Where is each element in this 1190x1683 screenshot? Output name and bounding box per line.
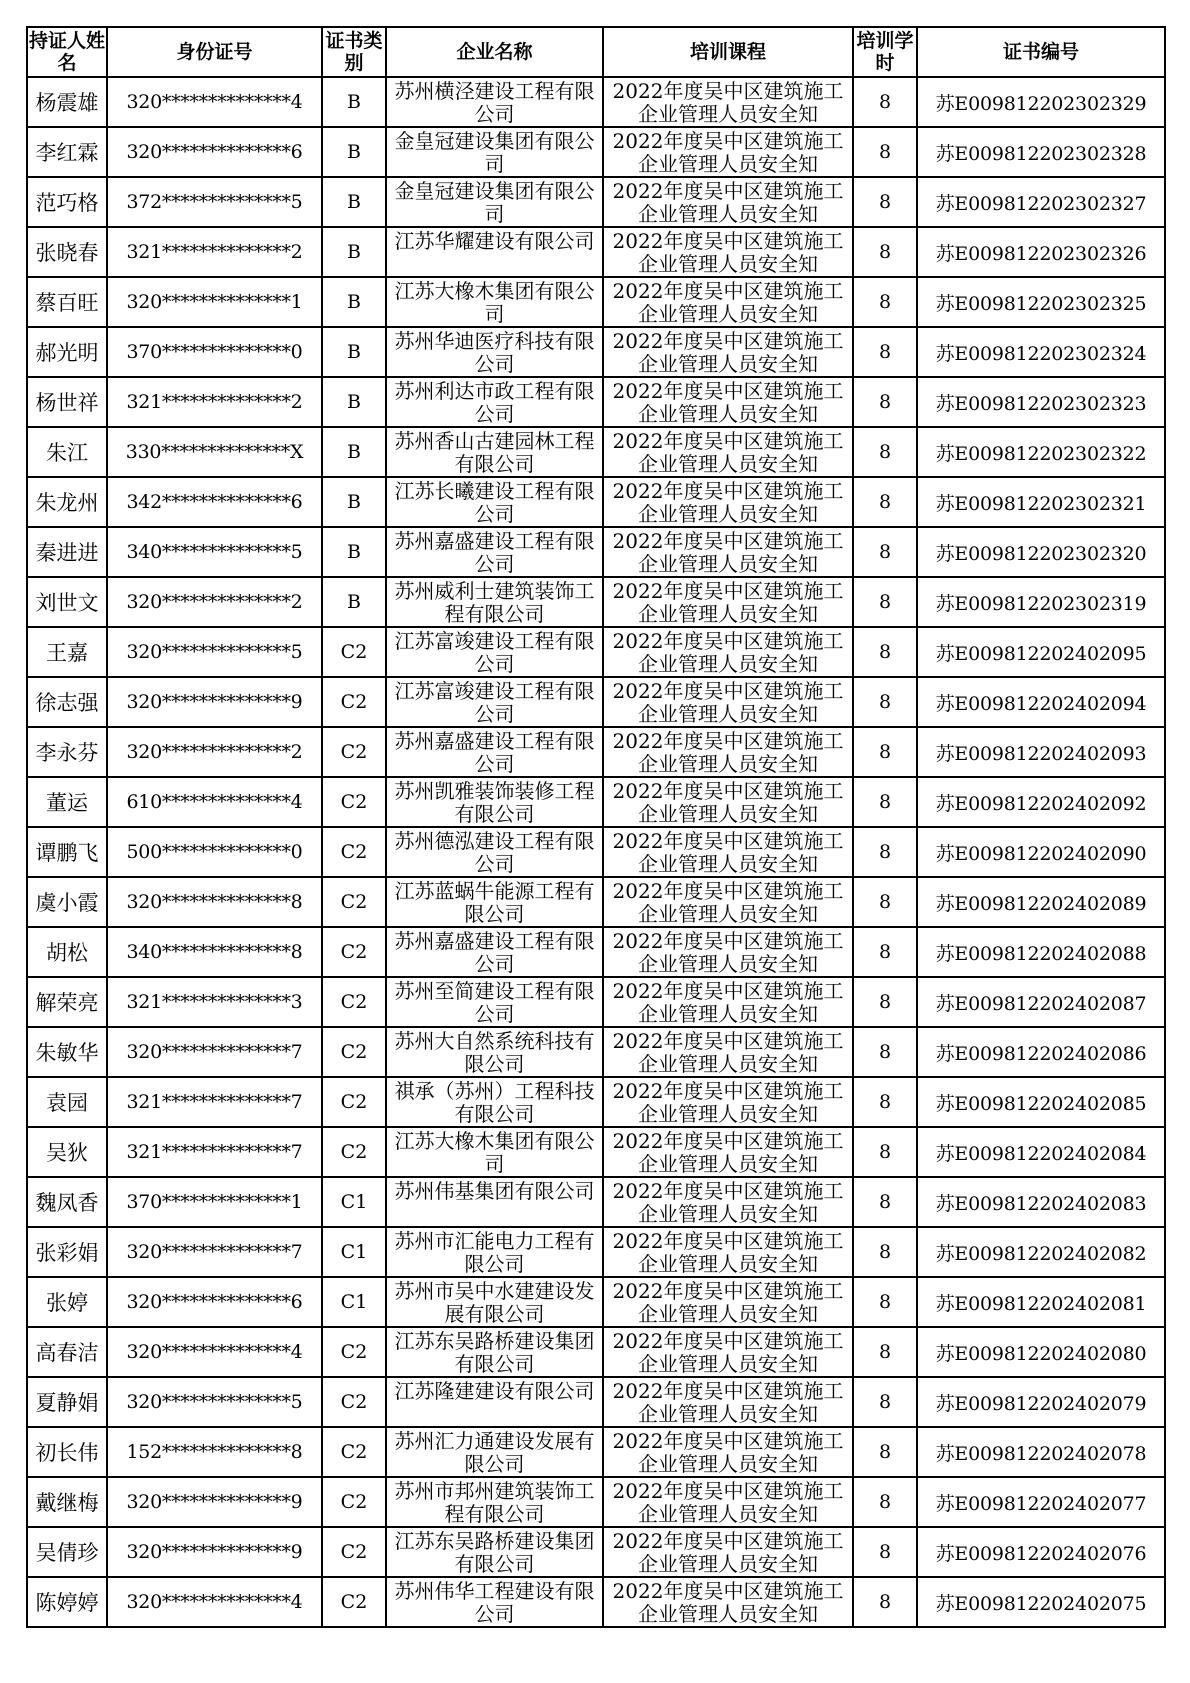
id-number-cell: 320**************7 [107,1227,322,1277]
cert-number-cell: 苏E009812202402093 [917,727,1165,777]
holder-name-cell: 袁园 [27,1077,107,1127]
cert-type-cell: B [322,477,386,527]
cert-number-cell: 苏E009812202302326 [917,227,1165,277]
hours-cell: 8 [853,427,917,477]
table-row [27,477,1165,527]
course-cell: 2022年度吴中区建筑施工企业管理人员安全知 [603,827,853,877]
company-cell: 江苏大橡木集团有限公司 [386,277,603,327]
id-number-cell: 321**************7 [107,1127,322,1177]
id-number-cell: 321**************2 [107,377,322,427]
course-cell: 2022年度吴中区建筑施工企业管理人员安全知 [603,677,853,727]
table-row [27,127,1165,177]
course-cell: 2022年度吴中区建筑施工企业管理人员安全知 [603,1577,853,1627]
cert-type-cell: C2 [322,1427,386,1477]
id-number-cell: 370**************0 [107,327,322,377]
id-number-cell: 320**************9 [107,677,322,727]
table-row [27,977,1165,1027]
hours-cell: 8 [853,727,917,777]
cert-type-cell: B [322,127,386,177]
table-row [27,427,1165,477]
holder-name-cell: 徐志强 [27,677,107,727]
cert-number-cell: 苏E009812202402094 [917,677,1165,727]
header-cert-number: 证书编号 [917,27,1165,77]
hours-cell: 8 [853,327,917,377]
cert-type-cell: B [322,77,386,127]
cert-number-cell: 苏E009812202402083 [917,1177,1165,1227]
table-row [27,177,1165,227]
header-cert-type: 证书类别 [322,27,386,77]
company-cell: 江苏富竣建设工程有限公司 [386,627,603,677]
holder-name-cell: 朱敏华 [27,1027,107,1077]
table-row [27,1377,1165,1427]
id-number-cell: 330**************X [107,427,322,477]
id-number-cell: 320**************2 [107,577,322,627]
company-cell: 江苏东吴路桥建设集团有限公司 [386,1527,603,1577]
company-cell: 江苏东吴路桥建设集团有限公司 [386,1327,603,1377]
table-row [27,727,1165,777]
hours-cell: 8 [853,177,917,227]
cert-number-cell: 苏E009812202402077 [917,1477,1165,1527]
course-cell: 2022年度吴中区建筑施工企业管理人员安全知 [603,77,853,127]
header-course: 培训课程 [603,27,853,77]
course-cell: 2022年度吴中区建筑施工企业管理人员安全知 [603,1077,853,1127]
id-number-cell: 321**************3 [107,977,322,1027]
cert-type-cell: B [322,227,386,277]
holder-name-cell: 秦进进 [27,527,107,577]
id-number-cell: 320**************4 [107,1327,322,1377]
table-row [27,327,1165,377]
id-number-cell: 320**************1 [107,277,322,327]
cert-number-cell: 苏E009812202302325 [917,277,1165,327]
holder-name-cell: 吴狄 [27,1127,107,1177]
id-number-cell: 340**************8 [107,927,322,977]
hours-cell: 8 [853,877,917,927]
id-number-cell: 320**************7 [107,1027,322,1077]
company-cell: 苏州横泾建设工程有限公司 [386,77,603,127]
company-cell: 苏州汇力通建设发展有限公司 [386,1427,603,1477]
table-row [27,527,1165,577]
table-row [27,277,1165,327]
course-cell: 2022年度吴中区建筑施工企业管理人员安全知 [603,977,853,1027]
company-cell: 祺承（苏州）工程科技有限公司 [386,1077,603,1127]
holder-name-cell: 初长伟 [27,1427,107,1477]
hours-cell: 8 [853,1527,917,1577]
cert-type-cell: B [322,527,386,577]
table-row [27,377,1165,427]
table-row [27,827,1165,877]
holder-name-cell: 杨世祥 [27,377,107,427]
course-cell: 2022年度吴中区建筑施工企业管理人员安全知 [603,627,853,677]
hours-cell: 8 [853,777,917,827]
cert-type-cell: C2 [322,977,386,1027]
company-cell: 江苏大橡木集团有限公司 [386,1127,603,1177]
course-cell: 2022年度吴中区建筑施工企业管理人员安全知 [603,777,853,827]
cert-number-cell: 苏E009812202402082 [917,1227,1165,1277]
table-row [27,1077,1165,1127]
hours-cell: 8 [853,1227,917,1277]
cert-number-cell: 苏E009812202402090 [917,827,1165,877]
table-row [27,1577,1165,1627]
cert-number-cell: 苏E009812202402085 [917,1077,1165,1127]
company-cell: 金皇冠建设集团有限公司 [386,177,603,227]
cert-type-cell: C2 [322,1477,386,1527]
holder-name-cell: 杨震雄 [27,77,107,127]
cert-type-cell: C2 [322,727,386,777]
cert-number-cell: 苏E009812202302323 [917,377,1165,427]
table-row [27,1327,1165,1377]
cert-number-cell: 苏E009812202402086 [917,1027,1165,1077]
holder-name-cell: 张彩娟 [27,1227,107,1277]
hours-cell: 8 [853,1077,917,1127]
cert-type-cell: C2 [322,1327,386,1377]
id-number-cell: 320**************4 [107,1577,322,1627]
holder-name-cell: 张晓春 [27,227,107,277]
company-cell: 苏州威利士建筑装饰工程有限公司 [386,577,603,627]
id-number-cell: 320**************9 [107,1527,322,1577]
cert-number-cell: 苏E009812202402089 [917,877,1165,927]
course-cell: 2022年度吴中区建筑施工企业管理人员安全知 [603,477,853,527]
hours-cell: 8 [853,127,917,177]
company-cell: 江苏长曦建设工程有限公司 [386,477,603,527]
holder-name-cell: 魏凤香 [27,1177,107,1227]
holder-name-cell: 戴继梅 [27,1477,107,1527]
header-hours: 培训学时 [853,27,917,77]
cert-number-cell: 苏E009812202302324 [917,327,1165,377]
cert-type-cell: B [322,377,386,427]
table-body [27,77,1165,1627]
holder-name-cell: 朱龙州 [27,477,107,527]
cert-type-cell: B [322,427,386,477]
holder-name-cell: 夏静娟 [27,1377,107,1427]
company-cell: 苏州市邦州建筑装饰工程有限公司 [386,1477,603,1527]
company-cell: 苏州利达市政工程有限公司 [386,377,603,427]
table-row [27,227,1165,277]
table-header [27,27,1165,77]
course-cell: 2022年度吴中区建筑施工企业管理人员安全知 [603,1477,853,1527]
company-cell: 苏州市汇能电力工程有限公司 [386,1227,603,1277]
course-cell: 2022年度吴中区建筑施工企业管理人员安全知 [603,927,853,977]
course-cell: 2022年度吴中区建筑施工企业管理人员安全知 [603,1227,853,1277]
course-cell: 2022年度吴中区建筑施工企业管理人员安全知 [603,1377,853,1427]
cert-number-cell: 苏E009812202402092 [917,777,1165,827]
header-company: 企业名称 [386,27,603,77]
id-number-cell: 320**************2 [107,727,322,777]
company-cell: 金皇冠建设集团有限公司 [386,127,603,177]
hours-cell: 8 [853,1327,917,1377]
company-cell: 江苏蓝蜗牛能源工程有限公司 [386,877,603,927]
cert-type-cell: C2 [322,1377,386,1427]
hours-cell: 8 [853,377,917,427]
table-row [27,677,1165,727]
course-cell: 2022年度吴中区建筑施工企业管理人员安全知 [603,877,853,927]
hours-cell: 8 [853,277,917,327]
course-cell: 2022年度吴中区建筑施工企业管理人员安全知 [603,327,853,377]
table-row [27,1227,1165,1277]
holder-name-cell: 谭鹏飞 [27,827,107,877]
id-number-cell: 372**************5 [107,177,322,227]
holder-name-cell: 蔡百旺 [27,277,107,327]
cert-number-cell: 苏E009812202402079 [917,1377,1165,1427]
company-cell: 苏州香山古建园林工程有限公司 [386,427,603,477]
cert-type-cell: C2 [322,877,386,927]
cert-type-cell: C1 [322,1177,386,1227]
course-cell: 2022年度吴中区建筑施工企业管理人员安全知 [603,377,853,427]
course-cell: 2022年度吴中区建筑施工企业管理人员安全知 [603,527,853,577]
hours-cell: 8 [853,977,917,1027]
cert-type-cell: C2 [322,827,386,877]
cert-type-cell: C2 [322,1577,386,1627]
course-cell: 2022年度吴中区建筑施工企业管理人员安全知 [603,177,853,227]
holder-name-cell: 董运 [27,777,107,827]
company-cell: 江苏富竣建设工程有限公司 [386,677,603,727]
cert-number-cell: 苏E009812202302321 [917,477,1165,527]
hours-cell: 8 [853,227,917,277]
holder-name-cell: 虞小霞 [27,877,107,927]
table-row [27,77,1165,127]
cert-number-cell: 苏E009812202402075 [917,1577,1165,1627]
course-cell: 2022年度吴中区建筑施工企业管理人员安全知 [603,1127,853,1177]
hours-cell: 8 [853,927,917,977]
table-row [27,1277,1165,1327]
id-number-cell: 500**************0 [107,827,322,877]
course-cell: 2022年度吴中区建筑施工企业管理人员安全知 [603,1277,853,1327]
table-row [27,577,1165,627]
holder-name-cell: 朱江 [27,427,107,477]
table-row [27,777,1165,827]
cert-type-cell: B [322,277,386,327]
hours-cell: 8 [853,1177,917,1227]
company-cell: 苏州嘉盛建设工程有限公司 [386,727,603,777]
hours-cell: 8 [853,77,917,127]
company-cell: 苏州嘉盛建设工程有限公司 [386,527,603,577]
hours-cell: 8 [853,1477,917,1527]
cert-number-cell: 苏E009812202402088 [917,927,1165,977]
id-number-cell: 320**************6 [107,127,322,177]
company-cell: 苏州大自然系统科技有限公司 [386,1027,603,1077]
id-number-cell: 321**************7 [107,1077,322,1127]
hours-cell: 8 [853,627,917,677]
course-cell: 2022年度吴中区建筑施工企业管理人员安全知 [603,1027,853,1077]
hours-cell: 8 [853,527,917,577]
cert-number-cell: 苏E009812202302319 [917,577,1165,627]
hours-cell: 8 [853,827,917,877]
company-cell: 苏州德泓建设工程有限公司 [386,827,603,877]
holder-name-cell: 吴倩珍 [27,1527,107,1577]
cert-type-cell: B [322,177,386,227]
holder-name-cell: 胡松 [27,927,107,977]
cert-number-cell: 苏E009812202402080 [917,1327,1165,1377]
table-row [27,1127,1165,1177]
cert-type-cell: C2 [322,677,386,727]
course-cell: 2022年度吴中区建筑施工企业管理人员安全知 [603,1527,853,1577]
hours-cell: 8 [853,1127,917,1177]
company-cell: 江苏隆建建设有限公司 [386,1377,603,1427]
company-cell: 苏州至简建设工程有限公司 [386,977,603,1027]
course-cell: 2022年度吴中区建筑施工企业管理人员安全知 [603,227,853,277]
company-cell: 苏州伟基集团有限公司 [386,1177,603,1227]
course-cell: 2022年度吴中区建筑施工企业管理人员安全知 [603,427,853,477]
header-row [27,27,1165,77]
cert-type-cell: C2 [322,1077,386,1127]
id-number-cell: 320**************5 [107,627,322,677]
table-row [27,627,1165,677]
company-cell: 苏州市吴中水建建设发展有限公司 [386,1277,603,1327]
id-number-cell: 320**************4 [107,77,322,127]
cert-type-cell: C1 [322,1227,386,1277]
cert-number-cell: 苏E009812202402095 [917,627,1165,677]
cert-number-cell: 苏E009812202302329 [917,77,1165,127]
company-cell: 苏州嘉盛建设工程有限公司 [386,927,603,977]
hours-cell: 8 [853,677,917,727]
cert-number-cell: 苏E009812202302320 [917,527,1165,577]
cert-type-cell: B [322,327,386,377]
holder-name-cell: 解荣亮 [27,977,107,1027]
cert-number-cell: 苏E009812202302328 [917,127,1165,177]
holder-name-cell: 高春洁 [27,1327,107,1377]
holder-name-cell: 刘世文 [27,577,107,627]
table-row [27,1527,1165,1577]
company-cell: 苏州伟华工程建设有限公司 [386,1577,603,1627]
hours-cell: 8 [853,577,917,627]
cert-type-cell: C2 [322,777,386,827]
course-cell: 2022年度吴中区建筑施工企业管理人员安全知 [603,1427,853,1477]
cert-type-cell: C1 [322,1277,386,1327]
holder-name-cell: 李红霖 [27,127,107,177]
id-number-cell: 340**************5 [107,527,322,577]
cert-number-cell: 苏E009812202302327 [917,177,1165,227]
company-cell: 苏州华迪医疗科技有限公司 [386,327,603,377]
hours-cell: 8 [853,1377,917,1427]
company-cell: 苏州凯雅装饰装修工程有限公司 [386,777,603,827]
holder-name-cell: 王嘉 [27,627,107,677]
table-row [27,1427,1165,1477]
course-cell: 2022年度吴中区建筑施工企业管理人员安全知 [603,1177,853,1227]
id-number-cell: 320**************9 [107,1477,322,1527]
table-row [27,927,1165,977]
cert-number-cell: 苏E009812202402087 [917,977,1165,1027]
cert-number-cell: 苏E009812202402076 [917,1527,1165,1577]
cert-type-cell: C2 [322,1027,386,1077]
holder-name-cell: 张婷 [27,1277,107,1327]
hours-cell: 8 [853,477,917,527]
course-cell: 2022年度吴中区建筑施工企业管理人员安全知 [603,1327,853,1377]
cert-type-cell: B [322,577,386,627]
course-cell: 2022年度吴中区建筑施工企业管理人员安全知 [603,577,853,627]
cert-type-cell: C2 [322,1127,386,1177]
course-cell: 2022年度吴中区建筑施工企业管理人员安全知 [603,727,853,777]
holder-name-cell: 李永芬 [27,727,107,777]
table-row [27,877,1165,927]
cert-number-cell: 苏E009812202302322 [917,427,1165,477]
id-number-cell: 610**************4 [107,777,322,827]
id-number-cell: 320**************6 [107,1277,322,1327]
cert-type-cell: C2 [322,927,386,977]
cert-number-cell: 苏E009812202402081 [917,1277,1165,1327]
cert-number-cell: 苏E009812202402078 [917,1427,1165,1477]
hours-cell: 8 [853,1027,917,1077]
company-cell: 江苏华耀建设有限公司 [386,227,603,277]
holder-name-cell: 郝光明 [27,327,107,377]
course-cell: 2022年度吴中区建筑施工企业管理人员安全知 [603,127,853,177]
course-cell: 2022年度吴中区建筑施工企业管理人员安全知 [603,277,853,327]
certificate-table [26,26,1166,1628]
id-number-cell: 320**************5 [107,1377,322,1427]
holder-name-cell: 范巧格 [27,177,107,227]
hours-cell: 8 [853,1577,917,1627]
table-row [27,1477,1165,1527]
id-number-cell: 320**************8 [107,877,322,927]
cert-type-cell: C2 [322,1527,386,1577]
id-number-cell: 152**************8 [107,1427,322,1477]
id-number-cell: 321**************2 [107,227,322,277]
holder-name-cell: 陈婷婷 [27,1577,107,1627]
cert-number-cell: 苏E009812202402084 [917,1127,1165,1177]
hours-cell: 8 [853,1427,917,1477]
hours-cell: 8 [853,1277,917,1327]
cert-type-cell: C2 [322,627,386,677]
header-holder-name: 持证人姓名 [27,27,107,77]
id-number-cell: 370**************1 [107,1177,322,1227]
id-number-cell: 342**************6 [107,477,322,527]
table-row [27,1177,1165,1227]
header-id-number: 身份证号 [107,27,322,77]
table-row [27,1027,1165,1077]
